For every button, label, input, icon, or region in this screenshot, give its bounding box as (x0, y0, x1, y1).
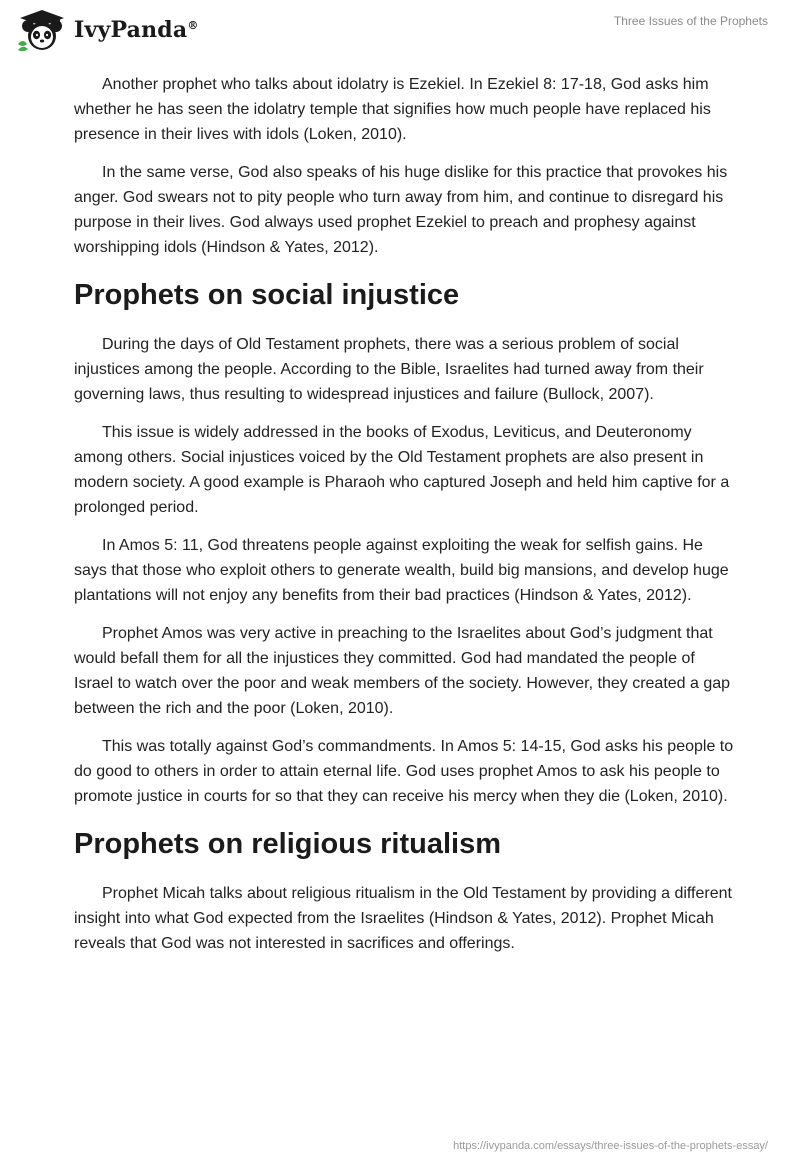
source-url[interactable]: https://ivypanda.com/essays/three-issues-of-the-prophets-essay/ (453, 1140, 768, 1152)
paragraph-exodus-leviticus: This issue is widely addressed in the books of Exodus, Leviticus, and Deuteronomy among others. Social injustices voiced by the Old Testament prophets are also present in modern society. A good example is Pharaoh who captured Joseph and held him captive for a prolonged period. (74, 424, 730, 516)
brand-name: IvyPanda® (74, 17, 199, 43)
paragraph-amos-5-11: In Amos 5: 11, God threatens people against exploiting the weak for selfish gains. He says that those who exploit others to generate wealth, build big mansions, and develop huge plantations will not enjoy any benefits from their bad practices (Hindson & Yates, 2012). (74, 537, 729, 604)
paragraph-micah-ritualism: Prophet Micah talks about religious ritualism in the Old Testament by providing a different insight into what God expected from the Israelites (Hindson & Yates, 2012). Prophet Micah reveals that God was not interested in sacrifices and offerings. (74, 885, 732, 952)
section-heading-religious-ritualism: Prophets on religious ritualism (74, 828, 502, 860)
paragraph-ezekiel-anger: In the same verse, God also speaks of his huge dislike for this practice that provokes his anger. God swears not to pity people who turn away from him, and continue to disregard his purpose in their lives. God always used prophet Ezekiel to preach and prophesy against worshipping idols (Hindson & Yates, 2012). (74, 164, 728, 256)
page-header (0, 0, 800, 60)
paragraph-amos-judgment: Prophet Amos was very active in preaching to the Israelites about God’s judgment that would befall them for all the injustices they committed. God had mandated the people of Israel to watch over the poor and weak members of the society. However, they created a gap between the rich and the poor (Loken, 2010). (74, 625, 731, 717)
essay-content (74, 72, 734, 969)
document-title: Three Issues of the Prophets (613, 14, 768, 28)
section-heading-social-injustice: Prophets on social injustice (74, 279, 460, 311)
panda-graduate-icon (14, 8, 70, 52)
ivypanda-logo[interactable] (14, 8, 199, 52)
paragraph-ezekiel-idolatry: Another prophet who talks about idolatry is Ezekiel. In Ezekiel 8: 17-18, God asks him whether he has seen the idolatry temple that signifies how much people have replaced his presence in their lives with idols (Loken, 2010). (74, 76, 711, 143)
paragraph-amos-5-14: This was totally against God’s commandments. In Amos 5: 14-15, God asks his people to do good to others in order to attain eternal life. God uses prophet Amos to ask his people to promote justice in courts for so that they can receive his mercy when they die (Loken, 2010). (74, 738, 734, 805)
paragraph-old-testament-injustice: During the days of Old Testament prophets, there was a serious problem of social injustices among the people. According to the Bible, Israelites had turned away from their governing laws, thus resulting to widespread injustices and failure (Bullock, 2007). (74, 336, 704, 403)
